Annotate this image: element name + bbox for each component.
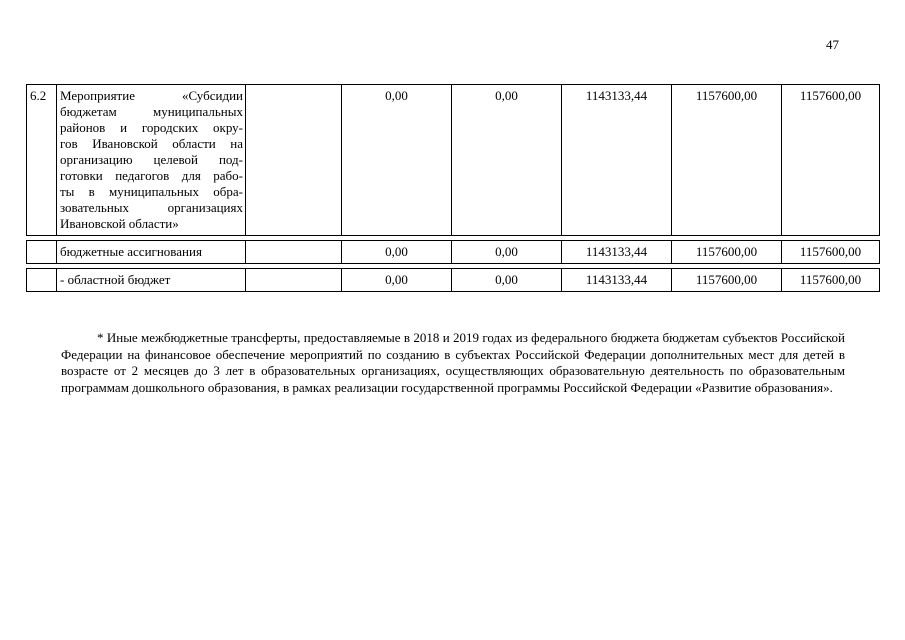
value-cell: 0,00 — [452, 241, 562, 264]
budget-table — [26, 84, 880, 292]
table-row-6-2 — [27, 85, 880, 236]
row-description: бюджетные ассигнования — [57, 241, 246, 264]
page-number: 47 — [826, 37, 839, 52]
value-cell: 1143133,44 — [562, 85, 672, 236]
row-index: 6.2 — [27, 85, 57, 236]
footnote: * Иные межбюджетные трансферты, предоставляемые в 2018 и 2019 годах из федерального бюджета бюджетам субъектов Российской Федерации на финансовое обеспечение мероприятий по созданию в субъектах Российской Федерации дополнительных мест для детей в возрасте от 2 месяцев до 3 лет в образовательных организациях, осуществляющих образовательную деятельность по образовательным программам дошкольного образования, в рамках реализации государственной программы Российской Федерации «Развитие образования». — [61, 330, 845, 395]
value-cell: 0,00 — [342, 269, 452, 292]
value-cell: 1143133,44 — [562, 241, 672, 264]
value-cell: 0,00 — [342, 85, 452, 236]
description-line: готовки педагогов для рабо- — [60, 168, 243, 183]
row-index — [27, 241, 57, 264]
value-cell: 1157600,00 — [672, 269, 782, 292]
value-cell: 0,00 — [452, 85, 562, 236]
row-extra-cell — [246, 85, 342, 236]
description-line: зовательных организациях — [60, 200, 243, 215]
row-extra-cell — [246, 241, 342, 264]
value-cell: 1157600,00 — [672, 85, 782, 236]
description-line: ты в муниципальных обра- — [60, 184, 243, 199]
description-line: районов и городских окру- — [60, 120, 243, 135]
value-cell: 1157600,00 — [782, 85, 880, 236]
value-cell: 1157600,00 — [782, 241, 880, 264]
description-line: бюджетам муниципальных — [60, 104, 243, 119]
row-description: - областной бюджет — [57, 269, 246, 292]
value-cell: 1157600,00 — [782, 269, 880, 292]
value-cell: 0,00 — [342, 241, 452, 264]
row-index — [27, 269, 57, 292]
row-description — [57, 85, 246, 236]
table-row-regional-budget — [27, 269, 880, 292]
description-line: гов Ивановской области на — [60, 136, 243, 151]
value-cell: 0,00 — [452, 269, 562, 292]
value-cell: 1157600,00 — [672, 241, 782, 264]
table-row-budget-allocations — [27, 241, 880, 264]
description-line: Ивановской области» — [60, 216, 179, 231]
value-cell: 1143133,44 — [562, 269, 672, 292]
description-line: организацию целевой под- — [60, 152, 243, 167]
row-extra-cell — [246, 269, 342, 292]
description-line: Мероприятие «Субсидии — [60, 88, 243, 103]
